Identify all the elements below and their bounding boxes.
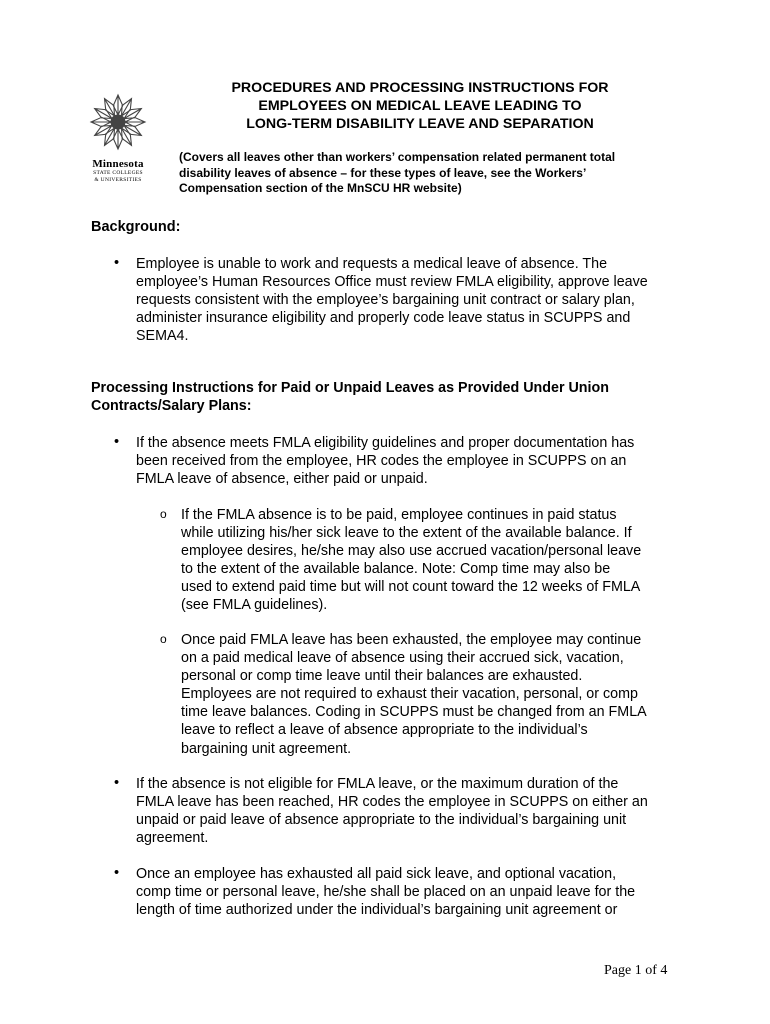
text-line: FMLA leave of absence, either paid or unpaid.: [136, 471, 428, 488]
text-line: Employees are not required to exhaust their vacation, personal, or comp: [181, 686, 638, 703]
processing-heading: [91, 379, 609, 415]
document-title: [190, 79, 650, 133]
text-line: personal or comp time leave until their balances are exhausted.: [181, 668, 583, 685]
mnscu-logo: [86, 92, 150, 184]
logo-text-minnesota: Minnesota: [92, 158, 144, 170]
bullet-marker: •: [114, 434, 120, 450]
processing-bullet-1: [136, 434, 634, 488]
processing-heading-line: Processing Instructions for Paid or Unpaid Leaves as Provided Under Union: [91, 380, 609, 396]
text-line: Once paid FMLA leave has been exhausted, the employee may continue: [181, 632, 642, 648]
text-line: requests consistent with the employee’s bargaining unit contract or salary plan,: [136, 292, 635, 309]
text-line: Once an employee has exhausted all paid sick leave, and optional vacation,: [136, 866, 617, 882]
text-line: used to extend paid time but will not count toward the 12 weeks of FMLA: [181, 579, 641, 596]
logo-text-state-colleges: STATE COLLEGES: [93, 170, 143, 176]
note-line: Compensation section of the MnSCU HR website): [179, 181, 462, 195]
text-line: employee’s Human Resources Office must review FMLA eligibility, approve leave: [136, 274, 648, 291]
text-line: If the FMLA absence is to be paid, employee continues in paid status: [181, 507, 617, 523]
text-line: employee desires, he/she may also use accrued vacation/personal leave: [181, 543, 642, 560]
processing-sub-bullet-1: [181, 506, 641, 615]
text-line: comp time or personal leave, he/she shall be placed on an unpaid leave for the: [136, 884, 636, 901]
star-emblem-icon: [88, 92, 148, 152]
note-line: (Covers all leaves other than workers’ compensation related permanent total: [179, 150, 616, 164]
processing-bullet-3: [136, 865, 635, 919]
processing-bullet-2: [136, 775, 648, 847]
background-heading: Background:: [91, 219, 181, 235]
bullet-marker: •: [114, 255, 120, 271]
text-line: bargaining unit agreement.: [181, 740, 352, 757]
text-line: If the absence meets FMLA eligibility guidelines and proper documentation has: [136, 435, 635, 451]
text-line: FMLA leave has been reached, HR codes the employee in SCUPPS on either an: [136, 794, 648, 811]
sub-bullet-marker: o: [160, 507, 167, 521]
text-line: SEMA4.: [136, 328, 189, 345]
text-line: If the absence is not eligible for FMLA leave, or the maximum duration of the: [136, 776, 619, 792]
coverage-note: [179, 150, 659, 197]
logo-text-universities: & UNIVERSITIES: [94, 177, 142, 183]
title-line: LONG-TERM DISABILITY LEAVE AND SEPARATION: [246, 116, 594, 132]
title-line: PROCEDURES AND PROCESSING INSTRUCTIONS FOR: [231, 80, 609, 96]
processing-sub-bullet-2: [181, 631, 647, 758]
text-line: administer insurance eligibility and properly code leave status in SCUPPS and: [136, 310, 631, 327]
bullet-marker: •: [114, 865, 120, 881]
text-line: Employee is unable to work and requests a medical leave of absence. The: [136, 256, 608, 272]
title-line: EMPLOYEES ON MEDICAL LEAVE LEADING TO: [258, 98, 582, 114]
page-number: Page 1 of 4: [604, 963, 668, 978]
text-line: on a paid medical leave of absence using their accrued sick, vacation,: [181, 650, 624, 667]
text-line: to the extent of the available balance. Note: Comp time may also be: [181, 561, 611, 578]
processing-heading-line: Contracts/Salary Plans:: [91, 398, 252, 414]
text-line: leave to reflect a leave of absence appropriate to the individual’s: [181, 722, 588, 739]
text-line: been received from the employee, HR codes the employee in SCUPPS on an: [136, 453, 627, 470]
text-line: while utilizing his/her sick leave to the extent of the available balance. If: [181, 525, 632, 542]
text-line: (see FMLA guidelines).: [181, 597, 328, 614]
bullet-marker: •: [114, 775, 120, 791]
text-line: time leave balances. Coding in SCUPPS must be changed from an FMLA: [181, 704, 647, 721]
note-line: disability leaves of absence – for these types of leave, see the Workers’: [179, 165, 587, 180]
text-line: unpaid or paid leave of absence appropriate to the individual’s bargaining unit: [136, 812, 627, 829]
background-bullet-1: [136, 255, 648, 345]
text-line: agreement.: [136, 830, 209, 847]
sub-bullet-marker: o: [160, 632, 167, 646]
text-line: length of time authorized under the individual’s bargaining unit agreement or: [136, 902, 618, 919]
